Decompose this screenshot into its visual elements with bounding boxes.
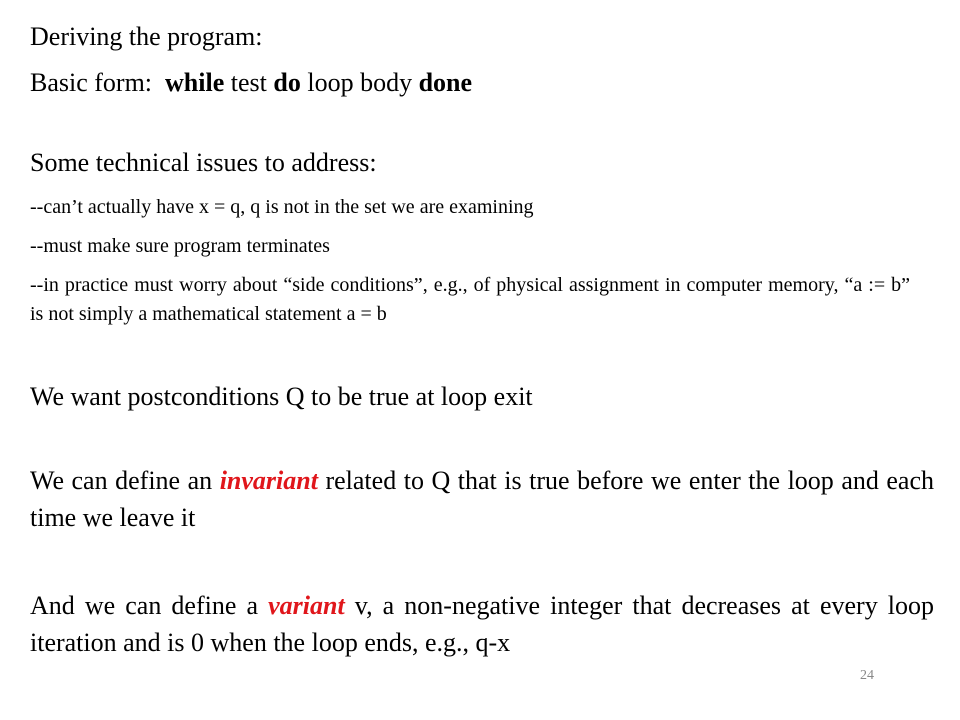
variant-paragraph bbox=[30, 587, 934, 661]
basic-form-line bbox=[30, 68, 472, 98]
page-number: 24 bbox=[860, 668, 874, 683]
issues-heading: Some technical issues to address: bbox=[30, 148, 377, 177]
issue-item-2: --must make sure program terminates bbox=[30, 235, 330, 257]
postcondition-statement: We want postconditions Q to be true at loop exit bbox=[30, 382, 533, 411]
invariant-term: invariant bbox=[219, 466, 318, 495]
issue-item-1: --can’t actually have x = q, q is not in the set we are examining bbox=[30, 196, 534, 218]
issue-item-3: --in practice must worry about “side conditions”, e.g., of physical assignment in computer memory, “a := b” is not simply a mathematical statement a = b bbox=[30, 274, 910, 325]
invariant-after: related to Q that is true before we enter the loop and each time we leave it bbox=[30, 466, 935, 532]
keyword-do: do bbox=[273, 68, 301, 97]
loop-test: test bbox=[230, 68, 267, 97]
basic-form-label: Basic form: bbox=[30, 68, 153, 97]
keyword-done: done bbox=[418, 68, 473, 97]
loop-body: loop body bbox=[307, 68, 413, 97]
keyword-while: while bbox=[165, 68, 225, 97]
variant-before: And we can define a bbox=[30, 591, 259, 620]
variant-term: variant bbox=[268, 591, 345, 620]
invariant-before: We can define an bbox=[30, 466, 213, 495]
invariant-paragraph bbox=[30, 462, 934, 536]
variant-after: v, a non-negative integer that decreases at every loop iteration and is 0 when the loop ends, e.g., q-x bbox=[30, 591, 935, 657]
slide-heading: Deriving the program: bbox=[30, 22, 263, 51]
